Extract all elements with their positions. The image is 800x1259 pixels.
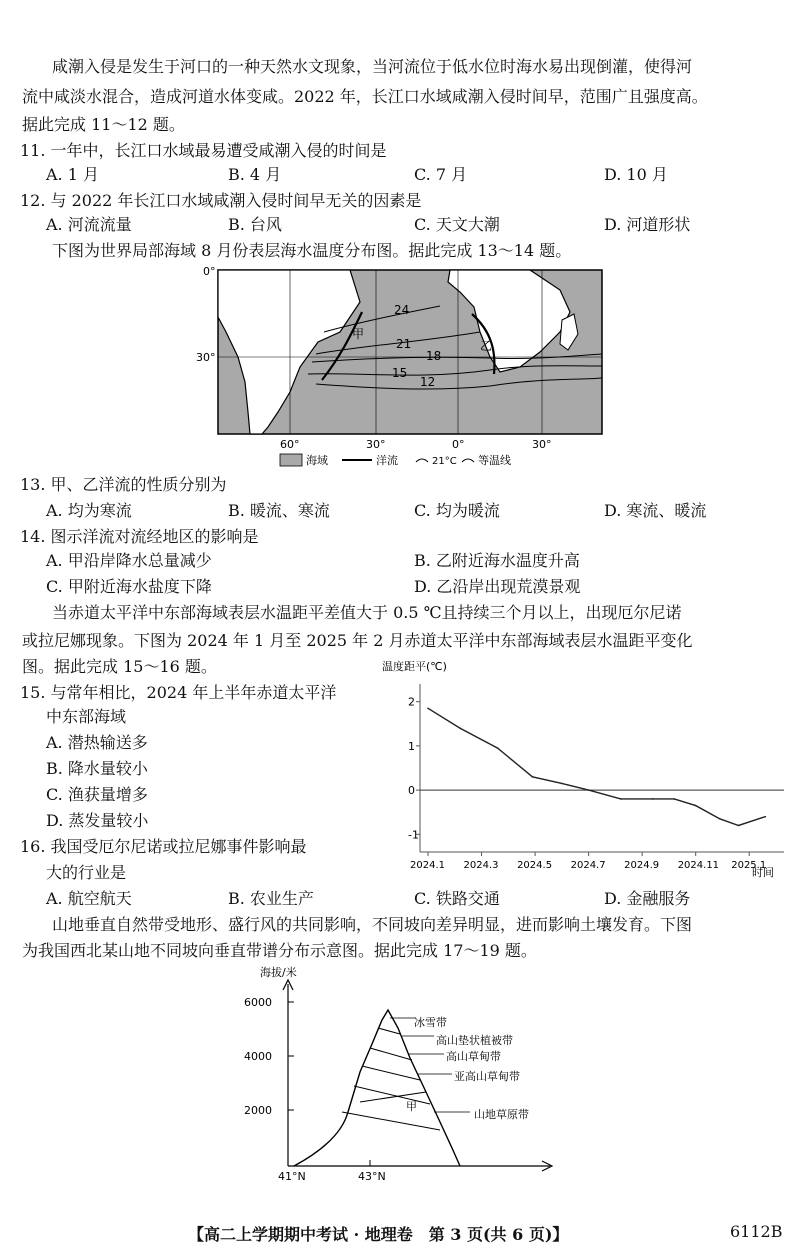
xtick-label: 2025.1 xyxy=(731,860,767,871)
jia-label: 甲 xyxy=(406,1100,417,1113)
ytick-label: 6000 xyxy=(244,996,272,1009)
legend-isotherm-label: 等温线 xyxy=(478,454,511,467)
option-d[interactable]: D. 蒸发量较小 xyxy=(46,811,149,830)
intro-text: 图。据此完成 15～16 题。 xyxy=(22,657,217,676)
belt-label: 亚高山草甸带 xyxy=(454,1070,520,1083)
data-point xyxy=(427,708,429,710)
isotherm-label: 12 xyxy=(420,375,436,389)
isotherm-label: 15 xyxy=(392,366,408,380)
ytick-label: 2 xyxy=(408,695,415,709)
chart-ylabel: 温度距平(℃) xyxy=(382,660,447,673)
lon-label: 30° xyxy=(366,438,386,451)
xtick-label: 2024.1 xyxy=(410,860,445,871)
option-a[interactable]: A. 潜热输送多 xyxy=(46,733,148,752)
data-point xyxy=(561,783,563,785)
belt-label: 高山垫状植被带 xyxy=(436,1034,513,1047)
belt-label: 冰雪带 xyxy=(414,1016,447,1029)
option-b[interactable]: B. 降水量较小 xyxy=(46,759,148,778)
option-d[interactable]: D. 河道形状 xyxy=(604,215,691,234)
isotherm-label: 18 xyxy=(426,349,442,363)
data-point xyxy=(673,798,675,800)
isotherm-label: 21 xyxy=(396,337,412,351)
option-c[interactable]: C. 甲附近海水盐度下降 xyxy=(46,577,212,596)
option-c[interactable]: C. 渔获量增多 xyxy=(46,785,148,804)
exam-code: 6112B xyxy=(730,1222,783,1241)
intro-text: 或拉尼娜现象。下图为 2024 年 1 月至 2025 年 2 月赤道太平洋中东部海域表层水温距平变化 xyxy=(22,631,693,650)
lat-label: 30° xyxy=(196,351,216,364)
mountain-ylabel: 海拔/米 xyxy=(260,966,297,979)
xtick-label: 2024.5 xyxy=(517,860,553,871)
option-b[interactable]: B. 台风 xyxy=(228,215,282,234)
option-b[interactable]: B. 农业生产 xyxy=(228,889,314,908)
data-point xyxy=(588,789,590,791)
option-c[interactable]: C. 7 月 xyxy=(414,165,468,184)
data-point xyxy=(497,747,499,749)
question-11: 11. 一年中，长江口水域最易遭受咸潮入侵的时间是 xyxy=(20,141,387,160)
xtick-label: 2024.9 xyxy=(624,860,660,871)
question-15-cont: 中东部海域 xyxy=(46,707,127,726)
data-point xyxy=(620,798,622,800)
ytick-label: 1 xyxy=(408,739,415,753)
intro-text: 据此完成 11～12 题。 xyxy=(22,115,185,134)
data-point xyxy=(532,776,534,778)
option-a[interactable]: A. 航空航天 xyxy=(46,889,132,908)
ytick-label: 4000 xyxy=(244,1050,272,1063)
question-12: 12. 与 2022 年长江口水域咸潮入侵时间早无关的因素是 xyxy=(20,191,422,210)
question-13: 13. 甲、乙洋流的性质分别为 xyxy=(20,475,227,494)
option-d[interactable]: D. 金融服务 xyxy=(604,889,691,908)
option-c[interactable]: C. 均为暖流 xyxy=(414,501,500,520)
belt-label: 山地草原带 xyxy=(474,1108,529,1121)
option-c[interactable]: C. 铁路交通 xyxy=(414,889,500,908)
data-point xyxy=(738,825,740,827)
legend-sea-label: 海域 xyxy=(306,454,328,467)
temperature-anomaly-chart xyxy=(380,656,790,886)
chart-xlabel: 时间 xyxy=(752,866,774,879)
lon-label: 30° xyxy=(532,438,552,451)
intro-text: 下图为世界局部海域 8 月份表层海水温度分布图。据此完成 13～14 题。 xyxy=(52,241,572,260)
question-16: 16. 我国受厄尔尼诺或拉尼娜事件影响最 xyxy=(20,837,307,856)
xtick-label: 2024.11 xyxy=(677,860,720,871)
sst-map xyxy=(190,262,610,472)
data-point xyxy=(652,798,654,800)
intro-text: 咸潮入侵是发生于河口的一种天然水文现象，当河流位于低水位时海水易出现倒灌，使得河 xyxy=(52,57,693,76)
option-d[interactable]: D. 乙沿岸出现荒漠景观 xyxy=(414,577,581,596)
option-a[interactable]: A. 1 月 xyxy=(46,165,99,184)
intro-text: 当赤道太平洋中东部海域表层水温距平差值大于 0.5 ℃且持续三个月以上，出现厄尔尼诺 xyxy=(52,603,682,622)
intro-text: 流中咸淡水混合，造成河道水体变咸。2022 年，长江口水域咸潮入侵时间早，范围广且强度高。 xyxy=(22,87,708,106)
option-b[interactable]: B. 暖流、寒流 xyxy=(228,501,330,520)
xtick-label: 43°N xyxy=(358,1170,386,1183)
lon-label: 0° xyxy=(452,438,465,451)
option-a[interactable]: A. 均为寒流 xyxy=(46,501,132,520)
belt-label: 高山草甸带 xyxy=(446,1050,501,1063)
page-footer: 【高二上学期期中考试 · 地理卷 第 3 页(共 6 页)】 xyxy=(188,1225,569,1244)
legend-isotherm-value: 21°C xyxy=(432,456,457,467)
data-point xyxy=(764,816,766,818)
isotherm-label: 24 xyxy=(394,303,410,317)
xtick-label: 2024.3 xyxy=(463,860,499,871)
option-a[interactable]: A. 甲沿岸降水总量减少 xyxy=(46,551,212,570)
legend-sea-swatch xyxy=(280,454,302,466)
question-15: 15. 与常年相比，2024 年上半年赤道太平洋 xyxy=(20,683,337,702)
option-a[interactable]: A. 河流流量 xyxy=(46,215,132,234)
data-point xyxy=(459,727,461,729)
series-line xyxy=(428,708,765,825)
current-label-jia: 甲 xyxy=(352,327,365,341)
ytick-label: -1 xyxy=(408,828,419,842)
current-label-yi: 乙 xyxy=(480,339,493,353)
question-16-cont: 大的行业是 xyxy=(46,863,127,882)
question-14: 14. 图示洋流对流经地区的影响是 xyxy=(20,527,259,546)
legend-current-label: 洋流 xyxy=(376,454,398,467)
option-b[interactable]: B. 4 月 xyxy=(228,165,282,184)
data-point xyxy=(719,818,721,820)
data-point xyxy=(695,805,697,807)
ytick-label: 0 xyxy=(408,784,415,798)
mountain-vertical-zones xyxy=(230,962,560,1187)
option-b[interactable]: B. 乙附近海水温度升高 xyxy=(414,551,580,570)
xtick-label: 41°N xyxy=(278,1170,306,1183)
option-d[interactable]: D. 10 月 xyxy=(604,165,668,184)
ytick-label: 2000 xyxy=(244,1104,272,1117)
intro-text: 山地垂直自然带受地形、盛行风的共同影响，不同坡向差异明显，进而影响土壤发育。下图 xyxy=(52,915,693,934)
lat-label: 0° xyxy=(203,265,216,278)
lon-label: 60° xyxy=(280,438,300,451)
intro-text: 为我国西北某山地不同坡向垂直带谱分布示意图。据此完成 17～19 题。 xyxy=(22,941,537,960)
option-c[interactable]: C. 天文大潮 xyxy=(414,215,500,234)
option-d[interactable]: D. 寒流、暖流 xyxy=(604,501,707,520)
xtick-label: 2024.7 xyxy=(570,860,606,871)
